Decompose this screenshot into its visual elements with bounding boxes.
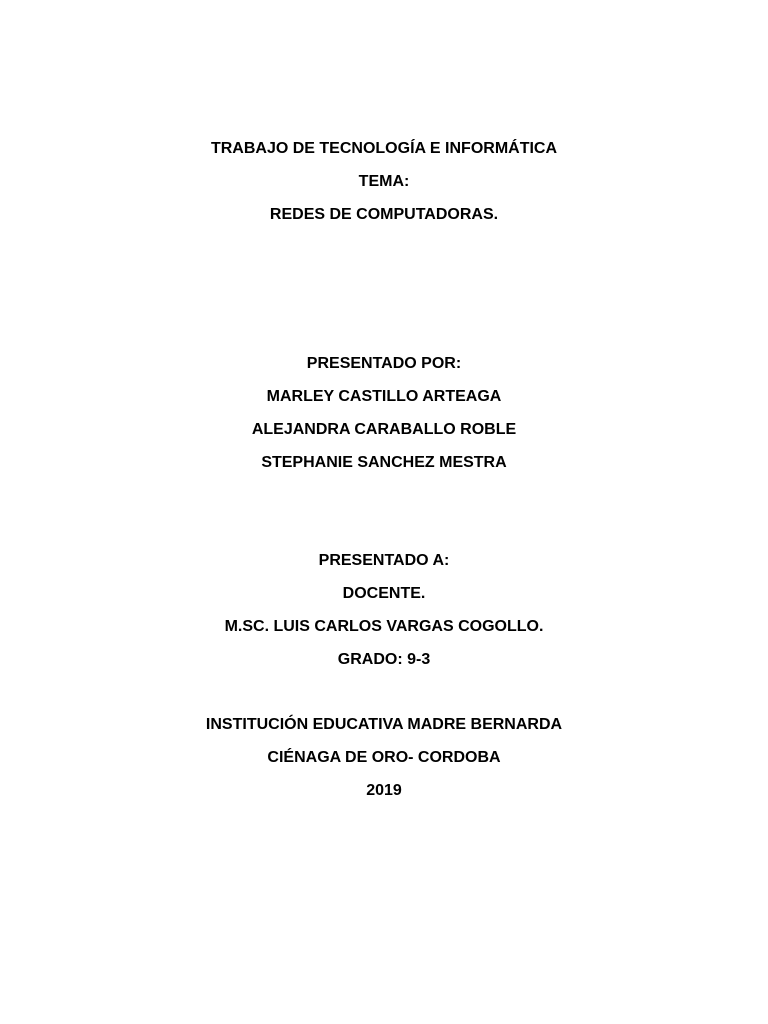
teacher-role: DOCENTE. (342, 585, 426, 602)
topic-label: TEMA: (358, 173, 410, 190)
year: 2019 (366, 782, 402, 799)
institution-name: INSTITUCIÓN EDUCATIVA MADRE BERNARDA (205, 716, 563, 733)
institution-location: CIÉNAGA DE ORO- CORDOBA (267, 749, 501, 766)
presented-to-heading: PRESENTADO A: (318, 552, 450, 569)
topic-value: REDES DE COMPUTADORAS. (269, 206, 499, 223)
author-name: STEPHANIE SANCHEZ MESTRA (261, 454, 507, 471)
teacher-name: M.SC. LUIS CARLOS VARGAS COGOLLO. (224, 618, 544, 635)
author-name: MARLEY CASTILLO ARTEAGA (266, 388, 502, 405)
presented-by-heading: PRESENTADO POR: (306, 355, 462, 372)
grade-label: GRADO: 9-3 (337, 651, 431, 668)
author-name: ALEJANDRA CARABALLO ROBLE (251, 421, 517, 438)
document-title: TRABAJO DE TECNOLOGÍA E INFORMÁTICA (210, 140, 558, 157)
